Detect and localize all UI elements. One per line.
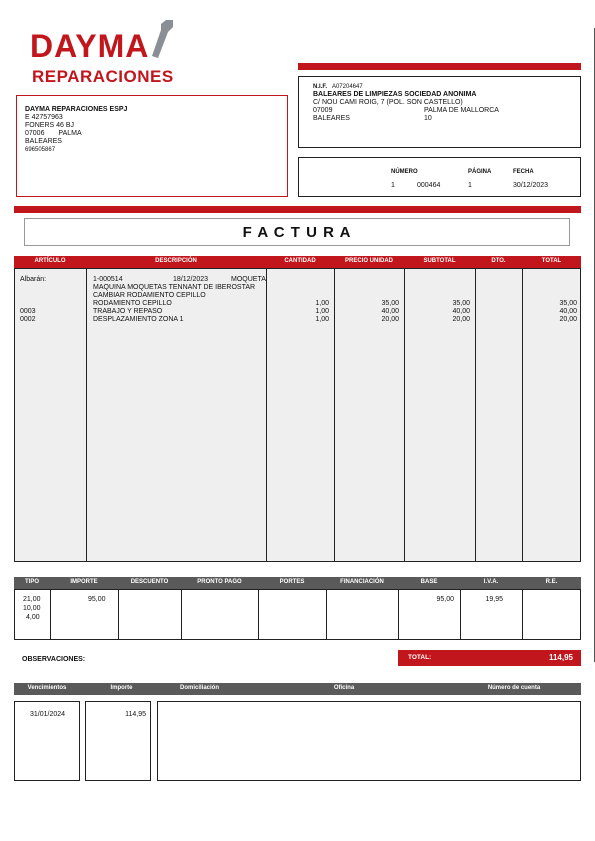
company-logo	[28, 20, 188, 90]
tax-importe: 95,00	[88, 596, 106, 603]
row-subtotal: 20,00	[452, 316, 470, 323]
invoice-serie: 1	[391, 182, 395, 189]
tax-col-iva: I.V.A.	[483, 579, 499, 585]
client-address: C/ NOU CAMI ROIG, 7 (POL. SON CASTELLO)	[313, 99, 463, 106]
logo-top-text: DAYMA	[30, 28, 150, 64]
tax-tipo: 10,00	[23, 605, 41, 612]
row-precio: 40,00	[381, 308, 399, 315]
col-articulo: ARTÍCULO	[34, 258, 66, 264]
pay-col-cuenta: Número de cuenta	[487, 685, 541, 691]
client-header-bar	[298, 63, 581, 70]
observaciones-label: OBSERVACIONES:	[22, 656, 86, 663]
col-descripcion: DESCRIPCIÓN	[155, 258, 197, 264]
issuer-city-line	[25, 130, 279, 138]
tax-col-importe: IMPORTE	[70, 579, 98, 585]
row-precio: 20,00	[381, 316, 399, 323]
pay-col-domiciliacion: Domiciliación	[179, 685, 219, 691]
col-precio: PRECIO UNIDAD	[344, 258, 393, 264]
invoice-meta-box	[298, 157, 581, 197]
title-red-bar	[14, 206, 581, 213]
payment-importe: 114,95	[125, 711, 146, 718]
row-cantidad: 1,00	[315, 308, 329, 315]
logo-bottom-text: REPARACIONES	[32, 67, 174, 86]
payment-bank-box	[157, 701, 581, 781]
issuer-nif: E 42757963	[25, 114, 63, 121]
tax-header	[14, 577, 581, 589]
client-name: BALEARES DE LIMPIEZAS SOCIEDAD ANONIMA	[313, 91, 477, 98]
issuer-address: FONERS 46 BJ	[25, 122, 75, 129]
row-descripcion: TRABAJO Y REPASO	[93, 308, 163, 315]
lines-header	[14, 256, 581, 268]
invoice-page: 1	[468, 182, 472, 189]
row-subtotal: 35,00	[452, 300, 470, 307]
total-label: TOTAL:	[408, 654, 432, 661]
payment-header	[14, 683, 581, 695]
tax-tipo: 4,00	[26, 614, 40, 621]
payment-vencimiento-box	[14, 701, 80, 781]
issuer-name: DAYMA REPARACIONES ESPJ	[25, 106, 128, 113]
albaran-desc-head: MOQUETA	[231, 276, 266, 283]
issuer-postal-code: 07006	[25, 130, 45, 137]
tax-col-financiacion: FINANCIACIÓN	[340, 579, 384, 585]
client-province-line	[313, 115, 566, 123]
pay-col-importe: Importe	[110, 685, 133, 691]
tax-col-pronto-pago: PRONTO PAGO	[197, 579, 242, 585]
client-nif: A07204647	[331, 84, 363, 90]
row-total: 40,00	[559, 308, 577, 315]
pay-col-vencimientos: Vencimientos	[27, 685, 67, 691]
row-articulo: 0003	[20, 308, 36, 315]
pay-col-oficina: Oficina	[333, 685, 355, 691]
row-total: 35,00	[559, 300, 577, 307]
albaran-desc-line: MAQUINA MOQUETAS TENNANT DE IBEROSTAR	[93, 284, 256, 291]
total-value: 114,95	[548, 653, 573, 662]
tax-col-re: R.E.	[545, 579, 558, 585]
tax-col-tipo: TIPO	[24, 579, 39, 585]
tax-iva: 19,95	[485, 596, 503, 603]
albaran-ref: 1-000514	[93, 276, 123, 283]
fecha-label: FECHA	[513, 169, 534, 175]
client-postal-code: 07009	[313, 107, 333, 114]
invoice-date: 30/12/2023	[513, 182, 549, 189]
title-box	[24, 218, 570, 246]
client-province: BALEARES	[313, 115, 350, 122]
row-articulo: 0002	[20, 316, 36, 323]
row-total: 20,00	[559, 316, 577, 323]
row-descripcion: RODAMIENTO CEPILLO	[93, 300, 172, 307]
row-subtotal: 40,00	[452, 308, 470, 315]
col-cantidad: CANTIDAD	[284, 258, 316, 264]
client-city-line	[313, 107, 566, 115]
wrench-icon	[146, 18, 176, 60]
issuer-phone: 696505867	[25, 147, 56, 153]
row-cantidad: 1,00	[315, 316, 329, 323]
col-total: TOTAL	[541, 258, 562, 264]
table-row	[15, 300, 582, 308]
total-box	[398, 650, 581, 666]
tax-base: 95,00	[436, 596, 454, 603]
albaran-date: 18/12/2023	[173, 276, 209, 283]
payment-importe-box	[85, 701, 151, 781]
table-row	[15, 316, 582, 324]
payment-vencimiento: 31/01/2024	[30, 711, 66, 718]
row-precio: 35,00	[381, 300, 399, 307]
client-city: PALMA DE MALLORCA	[424, 107, 499, 114]
tax-col-portes: PORTES	[279, 579, 305, 585]
issuer-city: PALMA	[58, 130, 82, 137]
issuer-province: BALEARES	[25, 138, 62, 145]
invoice-number: 000464	[417, 182, 441, 189]
numero-label: NÚMERO	[391, 169, 418, 175]
tax-col-descuento: DESCUENTO	[130, 579, 169, 585]
row-descripcion: DESPLAZAMIENTO ZONA 1	[93, 316, 184, 323]
albaran-label: Albarán:	[20, 276, 47, 283]
albaran-desc-line: CAMBIAR RODAMIENTO CEPILLO	[93, 292, 206, 299]
pagina-label: PÁGINA	[468, 169, 492, 175]
lines-body	[14, 268, 581, 562]
tax-col-base: BASE	[420, 579, 438, 585]
client-extra: 10	[424, 115, 432, 122]
row-cantidad: 1,00	[315, 300, 329, 307]
issuer-box	[16, 95, 288, 197]
col-dto: DTO.	[491, 258, 506, 264]
col-subtotal: SUBTOTAL	[423, 258, 456, 264]
client-nif-label: N.I.F.	[313, 84, 328, 90]
page-title: F A C T U R A	[242, 224, 352, 241]
tax-tipo: 21,00	[23, 596, 41, 603]
tax-body	[14, 589, 581, 640]
client-box	[298, 76, 581, 148]
table-row	[15, 308, 582, 316]
